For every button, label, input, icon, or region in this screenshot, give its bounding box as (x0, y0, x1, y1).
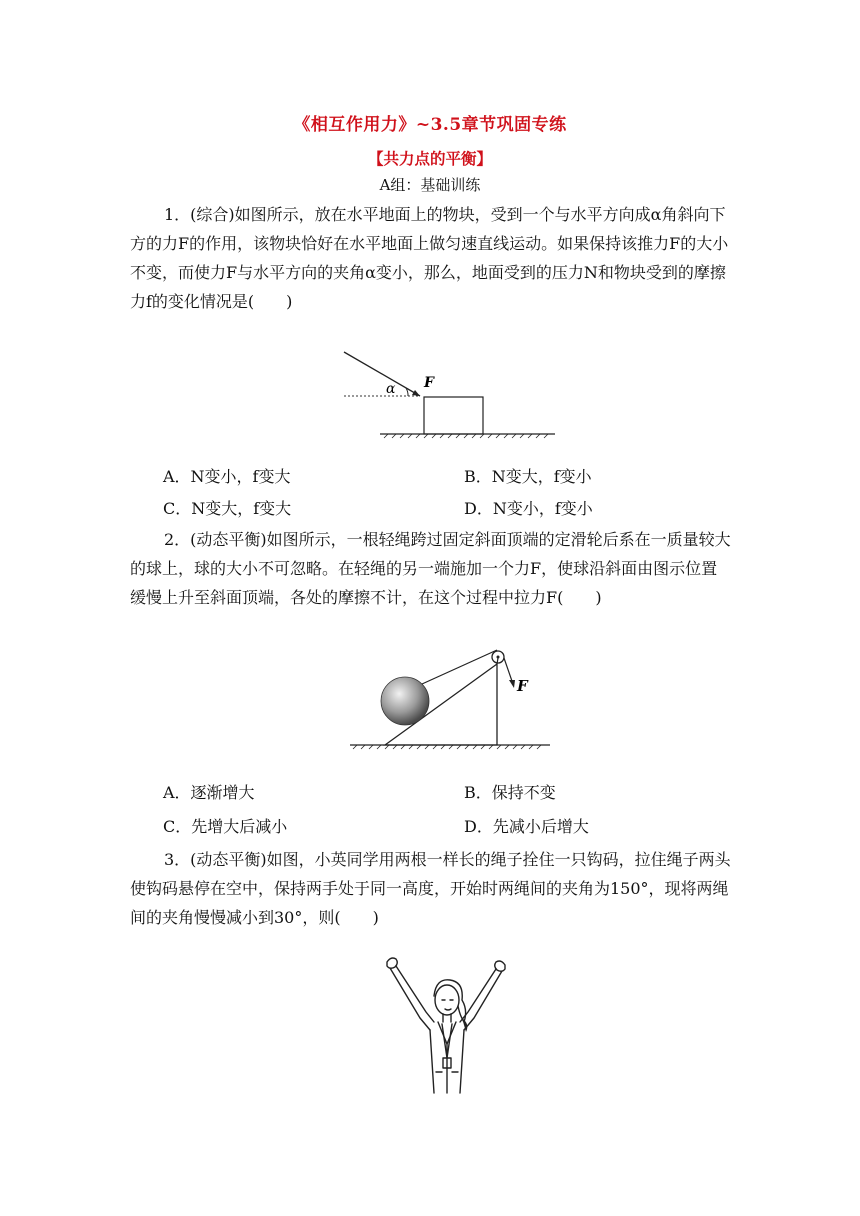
question-1-option-c: C．N变大，f变大 (163, 499, 292, 518)
question-1-option-b: B．N变大，f变小 (464, 467, 592, 486)
question-2-option-c: C．先增大后减小 (163, 817, 288, 836)
document-title: 《相互作用力》~3.5章节巩固专练 (293, 115, 567, 135)
question-1-text: 1．(综合)如图所示，放在水平地面上的物块，受到一个与水平方向成α角斜向下方的力F的作用，该物块恰好在水平地面上做匀速直线运动。如果保持该推力F的大小不变，而使力F与水平方向的夹角α变小，那么，地面受到的压力N和物块受到的摩擦力f的变化情况是( ) (130, 205, 729, 311)
force-label: F (517, 677, 528, 695)
question-2-figure (345, 640, 560, 758)
question-2-option-b: B．保持不变 (464, 783, 556, 802)
section-subtitle: 【共力点的平衡】 (367, 149, 492, 168)
force-arrowhead (412, 390, 420, 396)
ground-hatching (384, 434, 548, 438)
question-2-text: 2．(动态平衡)如图所示，一根轻绳跨过固定斜面顶端的定滑轮后系在一质量较大的球上，球的大小不可忽略。在轻绳的另一端施加一个力F，使球沿斜面由图示位置缓慢上升至斜面顶端，各处的摩擦不计，在这个过程中拉力F( ) (130, 530, 731, 607)
rope-to-ball (422, 650, 497, 684)
pull-arrowhead (509, 680, 515, 688)
force-label: F (424, 375, 434, 391)
question-2-option-a: A．逐渐增大 (163, 783, 255, 802)
alpha-label: α (386, 381, 396, 397)
block (424, 397, 483, 434)
question-1-option-d: D．N变小，f变小 (464, 499, 593, 518)
question-1-figure (340, 343, 565, 439)
question-2-option-d: D．先减小后增大 (464, 817, 589, 836)
ball (381, 677, 429, 725)
question-3-figure (370, 948, 526, 1096)
force-line (344, 352, 420, 396)
question-1-option-a: A．N变小，f变大 (163, 467, 291, 486)
question-3-text: 3．(动态平衡)如图，小英同学用两根一样长的绳子拴住一只钩码，拉住绳子两头使钩码悬停在空中，保持两手处于同一高度，开始时两绳间的夹角为150°，现将两绳间的夹角慢慢减小到30°，则( ) (130, 850, 731, 927)
group-heading: A组：基础训练 (379, 176, 481, 194)
